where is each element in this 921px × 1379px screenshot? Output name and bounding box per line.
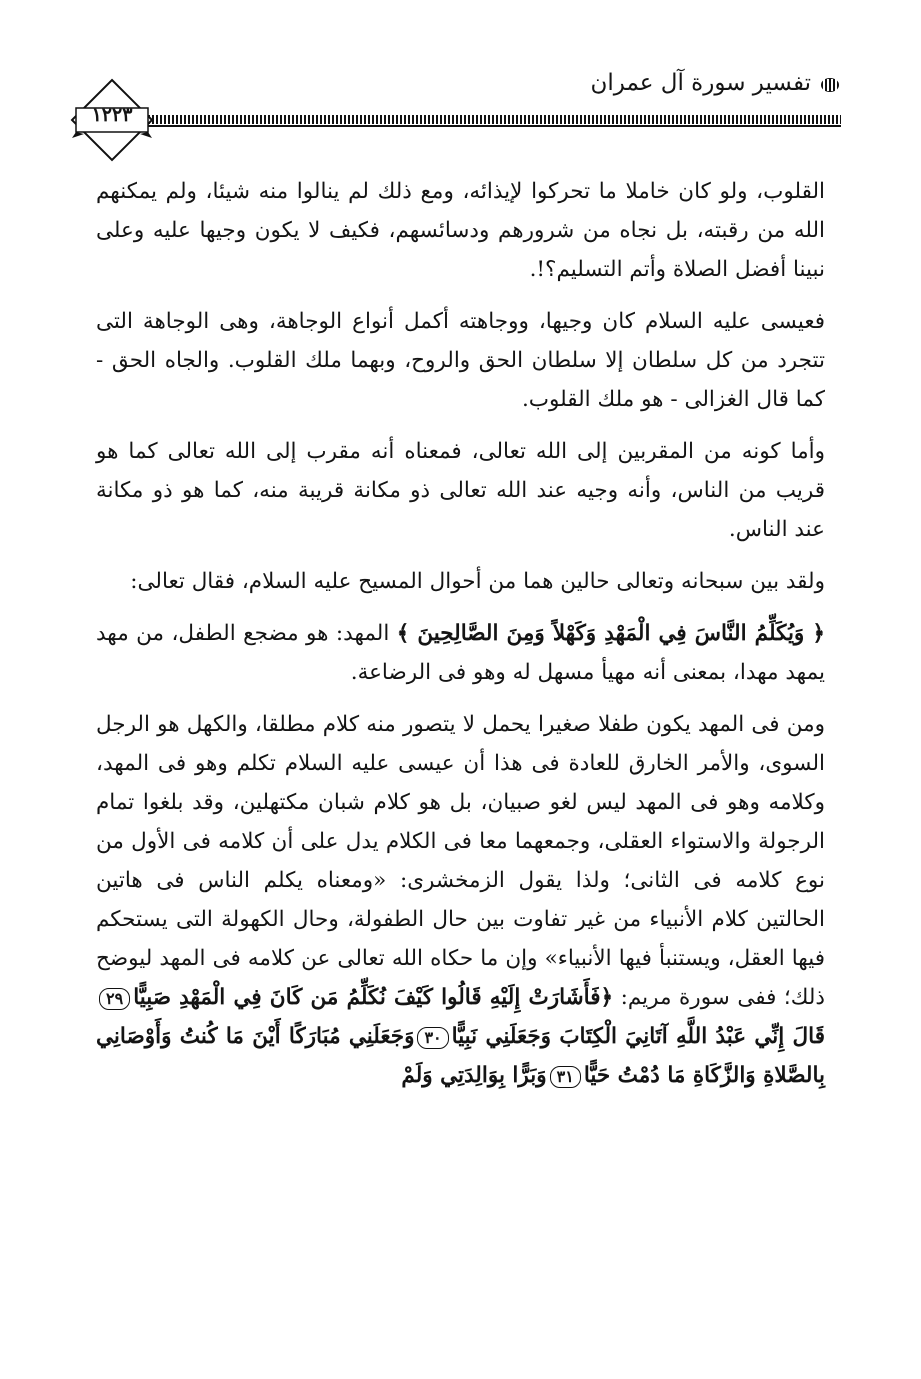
quran-verse-3: وَجَعَلَنِي مُبَارَكًا أَيْنَ مَا كُنتُ وَأَوْصَانِي بِالصَّلاةِ وَالزَّكَاةِ مَا دُمْتُ حَيًّا [96,1024,825,1088]
paragraph-1: القلوب، ولو كان خاملا ما تحركوا لإيذائه، ومع ذلك لم ينالوا منه شيئا، ولم يمكنهم الله من رقبته، بل نجاه من شرورهم ودسائسهم، فكيف لا يكون وجيها عليه وعلى نبينا أفضل الصلاة وأتم التسليم؟!. [96,179,825,282]
final-paragraph-text: ومن فى المهد يكون طفلا صغيرا يحمل لا يتصور منه كلام مطلقا، والكهل هو الرجل السوى، والأمر الخارق للعادة فى هذا أن عيسى عليه السلام تكلم وهو فى المهد، وكلامه وهو فى المهد ليس لغو صبيان، بل هو كلام شبان مكتهلين، وقد بلغوا تمام الرجولة والاستواء العقلى، وجمعهما معا فى الكلام يدل على أن كلامه فى الأول من نوع كلامه فى الثانى؛ ولذا يقول الزمخشرى: «ومعناه يكلم الناس فى هاتين الحالتين كلام الأنبياء من غير تفاوت بين حال الطفولة، وحال الكهولة التى يستحكم فيها العقل، ويستنبأ فيها الأنبياء» وإن ما حكاه الله تعالى عن كلامه فى المهد ليوضح ذلك؛ ففى سورة مريم: [96,712,825,1010]
running-title-text: تفسير سورة آل عمران [590,70,811,96]
page-body [96,172,825,1108]
running-title [590,70,841,96]
page-number-badge [70,78,154,162]
ayah-number-31: ٣١ [550,1066,581,1088]
quran-verse-4: وَبَرًّا بِوَالِدَتِي وَلَمْ [401,1063,547,1088]
header-rule [148,115,841,124]
quran-verse: ﴿ وَيُكَلِّمُ النَّاسَ فِي الْمَهْدِ وَكَهْلاً وَمِنَ الصَّالِحِينَ ﴾ [396,621,825,646]
paragraph-2: فعيسى عليه السلام كان وجيها، ووجاهته أكمل أنواع الوجاهة، وهى الوجاهة التى تتجرد من كل سلطان إلا سلطان الحق والروح، وبهما ملك القلوب. والجاه الحق - كما قال الغزالى - هو ملك القلوب. [96,309,825,412]
paragraph-3: وأما كونه من المقربين إلى الله تعالى، فمعناه أنه مقرب إلى الله تعالى كما هو قريب من الناس، وأنه وجيه عند الله تعالى ذو مكانة قريبة منه، كما هو ذو مكانة عند الناس. [96,439,826,542]
ayah-number-29: ٢٩ [99,988,130,1010]
page-header [70,62,841,162]
paragraph-4: ولقد بين سبحانه وتعالى حالين هما من أحوال المسيح عليه السلام، فقال تعالى: [130,569,825,594]
ayah-number-30: ٣٠ [417,1027,448,1049]
verse-paragraph [96,614,825,692]
book-ornament-icon [819,74,841,92]
page-number: ١٢٢٣ [91,104,133,126]
verse-commentary: المهد: هو مضجع الطفل، من مهد يمهد مهدا، بمعنى أنه مهيأ مسهل له وهو فى الرضاعة. [96,621,825,685]
quran-verse-2: قَالَ إِنِّي عَبْدُ اللَّهِ آتَانِيَ الْكِتَابَ وَجَعَلَنِي نَبِيًّا [451,1024,825,1049]
quran-verse-1: ﴿فَأَشَارَتْ إِلَيْهِ قَالُوا كَيْفَ نُكَلِّمُ مَن كَانَ فِي الْمَهْدِ صَبِيًّا [133,985,614,1010]
paragraph-final [96,705,825,1095]
